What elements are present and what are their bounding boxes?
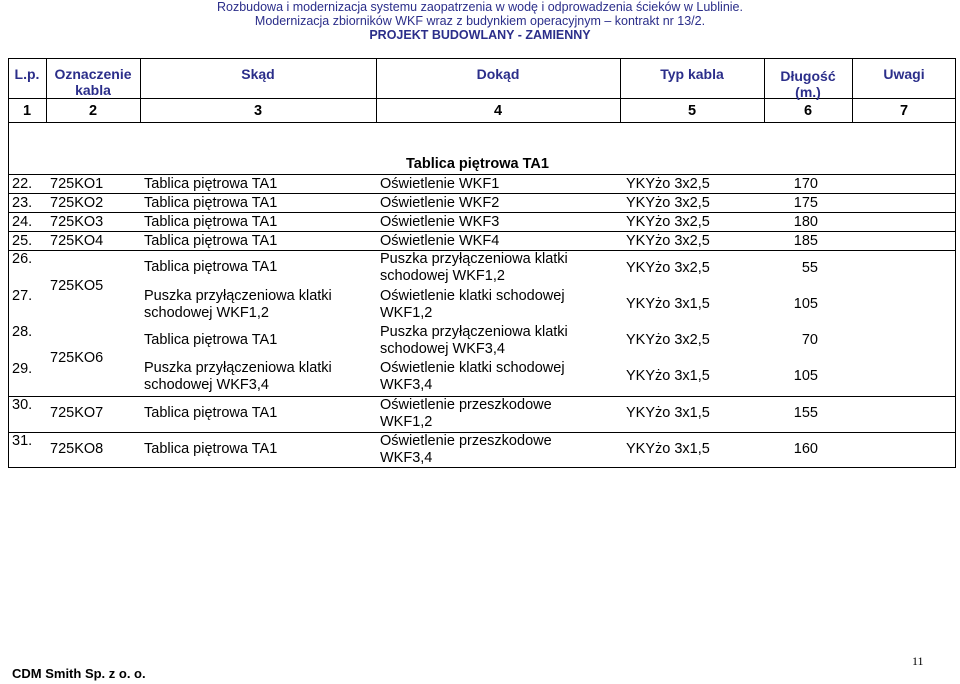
row-dlugosc: 55 bbox=[801, 260, 818, 276]
row-lp: 25. bbox=[12, 233, 33, 249]
row-lp: 31. bbox=[12, 433, 33, 449]
row-lp: 22. bbox=[12, 176, 33, 192]
project-title-line1: Rozbudowa i modernizacja systemu zaopatrzenia w wodę i odprowadzenia ścieków w Lublinie. bbox=[217, 0, 743, 14]
row-lp: 23. bbox=[12, 195, 33, 211]
row-lp: 30. bbox=[12, 397, 33, 413]
row-kabel: 725KO1 bbox=[50, 176, 104, 192]
col-number: 4 bbox=[493, 103, 503, 119]
row-dlugosc: 175 bbox=[793, 195, 818, 211]
row-skad: Tablica piętrowa TA1 bbox=[144, 332, 278, 348]
row-dlugosc: 160 bbox=[793, 441, 818, 457]
row-skad: Tablica piętrowa TA1 bbox=[144, 441, 278, 457]
row-dokad: Puszka przyłączeniowa klatki bbox=[380, 324, 568, 340]
row-line bbox=[8, 174, 956, 175]
row-typ: YKYżo 3x2,5 bbox=[626, 332, 710, 348]
col-header-dlugosc: Długość bbox=[780, 68, 836, 84]
numbers-bottom-line bbox=[8, 122, 956, 123]
row-dokad-cont: WKF3,4 bbox=[380, 377, 433, 393]
row-skad-cont: schodowej WKF1,2 bbox=[144, 305, 269, 321]
row-kabel: 725KO3 bbox=[50, 214, 104, 230]
row-dokad: Oświetlenie przeszkodowe bbox=[380, 397, 552, 413]
col-number: 1 bbox=[22, 103, 32, 119]
row-dokad-cont: WKF3,4 bbox=[380, 450, 433, 466]
row-lp: 28. bbox=[12, 324, 33, 340]
row-dlugosc: 105 bbox=[793, 368, 818, 384]
page-number: 11 bbox=[912, 654, 924, 668]
project-title-line3: PROJEKT BUDOWLANY - ZAMIENNY bbox=[369, 28, 591, 42]
row-dokad: Oświetlenie WKF4 bbox=[380, 233, 500, 249]
col-number: 6 bbox=[803, 103, 813, 119]
row-line bbox=[8, 193, 956, 194]
row-lp: 29. bbox=[12, 361, 33, 377]
col-number: 2 bbox=[88, 103, 98, 119]
row-dlugosc: 180 bbox=[793, 214, 818, 230]
row-typ: YKYżo 3x1,5 bbox=[626, 296, 710, 312]
row-dokad: Oświetlenie WKF1 bbox=[380, 176, 500, 192]
row-dokad: Oświetlenie klatki schodowej bbox=[380, 288, 565, 304]
col-number: 7 bbox=[899, 103, 909, 119]
project-title-line2: Modernizacja zbiorników WKF wraz z budynkiem operacyjnym – kontrakt nr 13/2. bbox=[254, 14, 706, 28]
col-header-lp: L.p. bbox=[14, 66, 40, 82]
col-header-skad: Skąd bbox=[241, 66, 275, 82]
row-kabel: 725KO6 bbox=[50, 350, 104, 366]
row-typ: YKYżo 3x2,5 bbox=[626, 195, 710, 211]
row-dokad-cont: schodowej WKF1,2 bbox=[380, 268, 505, 284]
col-number: 5 bbox=[687, 103, 697, 119]
row-dlugosc: 170 bbox=[793, 176, 818, 192]
row-dlugosc: 155 bbox=[793, 405, 818, 421]
col-header-dokad: Dokąd bbox=[476, 66, 520, 82]
row-skad-cont: schodowej WKF3,4 bbox=[144, 377, 269, 393]
row-lp: 27. bbox=[12, 288, 33, 304]
row-typ: YKYżo 3x2,5 bbox=[626, 214, 710, 230]
col-header-oznaczenie: Oznaczenie bbox=[54, 66, 132, 82]
row-lp: 24. bbox=[12, 214, 33, 230]
col-header-dlugosc-2: (m.) bbox=[795, 84, 821, 100]
row-skad: Tablica piętrowa TA1 bbox=[144, 195, 278, 211]
row-dokad: Oświetlenie klatki schodowej bbox=[380, 360, 565, 376]
row-dokad: Oświetlenie WKF3 bbox=[380, 214, 500, 230]
row-skad: Tablica piętrowa TA1 bbox=[144, 405, 278, 421]
footer-company: CDM Smith Sp. z o. o. bbox=[12, 666, 146, 681]
row-skad: Tablica piętrowa TA1 bbox=[144, 176, 278, 192]
col-header-uwagi: Uwagi bbox=[883, 66, 925, 82]
row-line bbox=[8, 231, 956, 232]
section-title: Tablica piętrowa TA1 bbox=[406, 156, 549, 172]
row-dokad: Puszka przyłączeniowa klatki bbox=[380, 251, 568, 267]
row-typ: YKYżo 3x1,5 bbox=[626, 441, 710, 457]
row-kabel: 725KO4 bbox=[50, 233, 104, 249]
row-typ: YKYżo 3x1,5 bbox=[626, 368, 710, 384]
row-typ: YKYżo 3x2,5 bbox=[626, 260, 710, 276]
row-skad: Puszka przyłączeniowa klatki bbox=[144, 288, 332, 304]
row-skad: Puszka przyłączeniowa klatki bbox=[144, 360, 332, 376]
row-kabel: 725KO5 bbox=[50, 278, 104, 294]
row-lp: 26. bbox=[12, 251, 33, 267]
row-dokad-cont: schodowej WKF3,4 bbox=[380, 341, 505, 357]
row-dokad-cont: WKF1,2 bbox=[380, 305, 433, 321]
row-dokad: Oświetlenie WKF2 bbox=[380, 195, 500, 211]
row-dlugosc: 70 bbox=[801, 332, 818, 348]
row-dokad-cont: WKF1,2 bbox=[380, 414, 433, 430]
row-kabel: 725KO7 bbox=[50, 405, 104, 421]
row-dlugosc: 185 bbox=[793, 233, 818, 249]
row-dokad: Oświetlenie przeszkodowe bbox=[380, 433, 552, 449]
row-skad: Tablica piętrowa TA1 bbox=[144, 259, 278, 275]
row-kabel: 725KO8 bbox=[50, 441, 104, 457]
row-skad: Tablica piętrowa TA1 bbox=[144, 214, 278, 230]
col-header-oznaczenie-2: kabla bbox=[75, 82, 111, 98]
col-number: 3 bbox=[253, 103, 263, 119]
row-typ: YKYżo 3x2,5 bbox=[626, 176, 710, 192]
col-header-typ: Typ kabla bbox=[660, 66, 724, 82]
row-dlugosc: 105 bbox=[793, 296, 818, 312]
row-line bbox=[8, 212, 956, 213]
row-typ: YKYżo 3x2,5 bbox=[626, 233, 710, 249]
row-skad: Tablica piętrowa TA1 bbox=[144, 233, 278, 249]
row-kabel: 725KO2 bbox=[50, 195, 104, 211]
row-typ: YKYżo 3x1,5 bbox=[626, 405, 710, 421]
